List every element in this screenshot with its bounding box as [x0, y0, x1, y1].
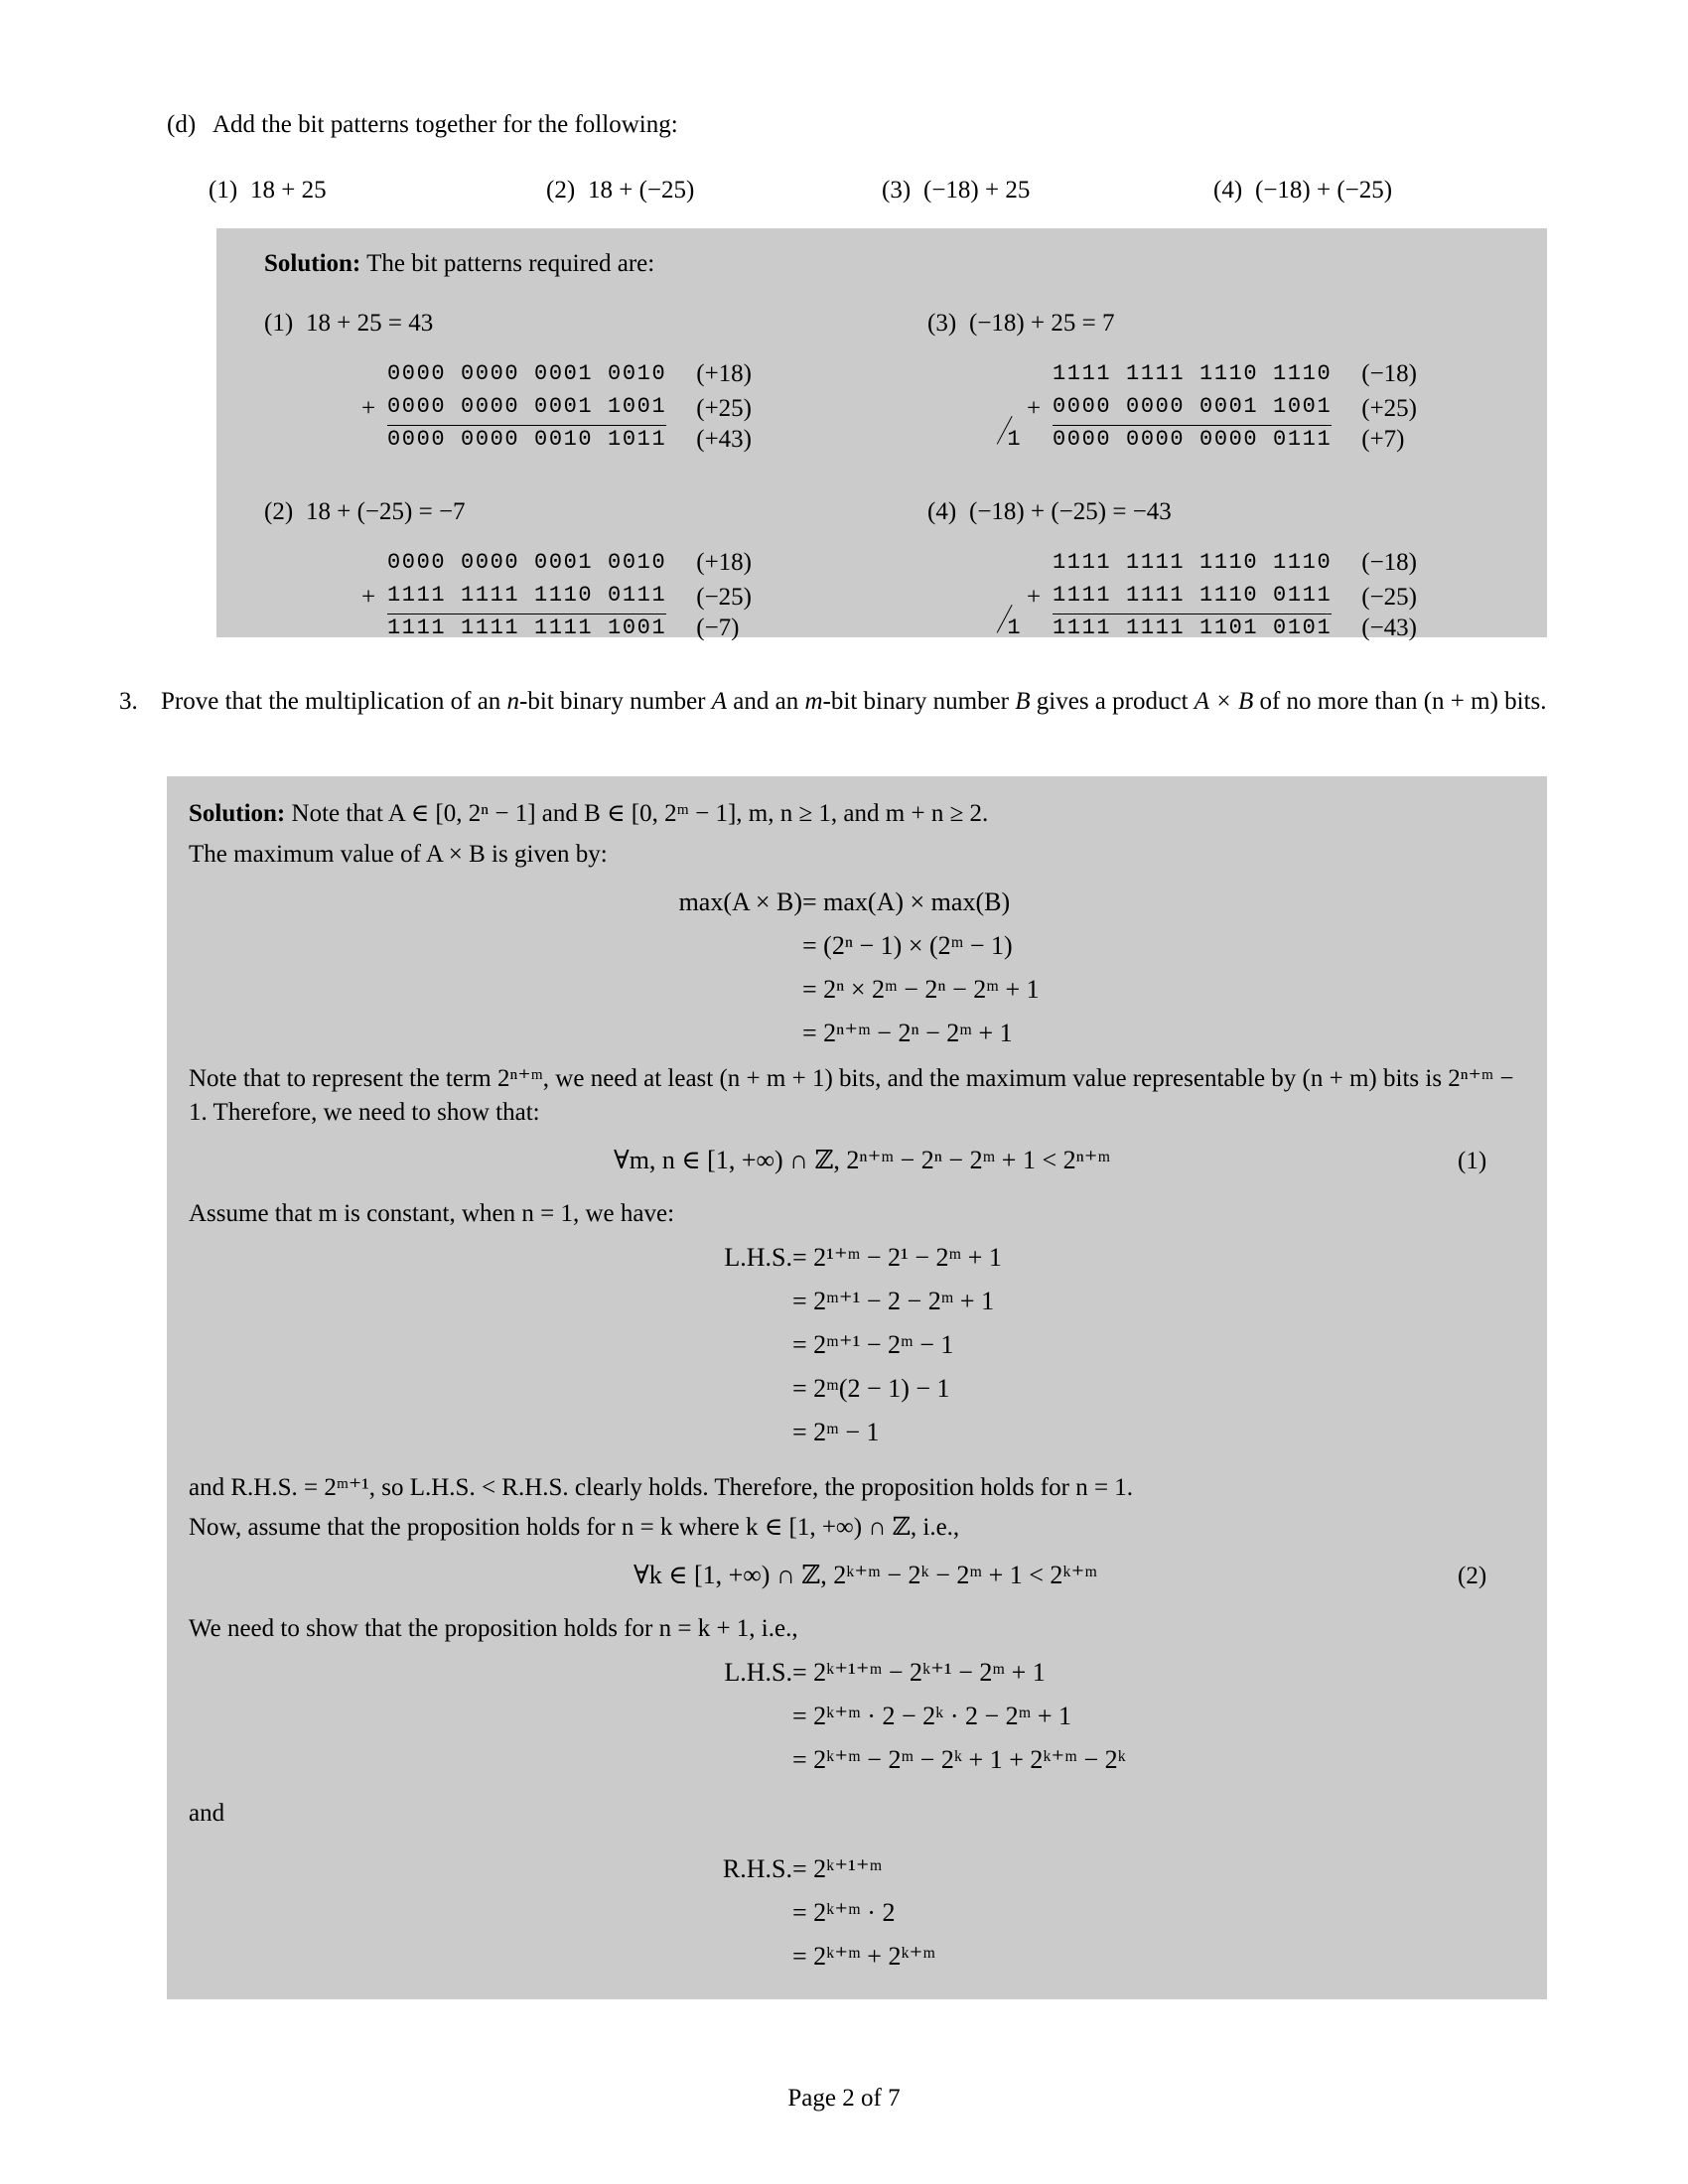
bit-pattern: 0000 0000 0001 0010 [387, 550, 667, 575]
binary-addition-2 [336, 546, 752, 644]
equation-lhs: R.H.S. [722, 1854, 792, 1883]
bit-pattern: 0000 0000 0001 0010 [387, 361, 667, 386]
binary-row-addend-b [1001, 579, 1417, 612]
solution-2-heading [189, 798, 988, 828]
solution-label: Solution: [189, 800, 286, 827]
operator: + [1027, 394, 1042, 422]
decimal-label: (−18) [1361, 360, 1417, 387]
part-d-prompt [167, 111, 678, 139]
equation-rhs: = 2ᵐ⁺¹ − 2 − 2ᵐ + 1 [792, 1287, 995, 1315]
page-footer: Page 2 of 7 [787, 2085, 901, 2112]
binary-row-addend-a [336, 546, 752, 579]
decimal-label: (−43) [1361, 614, 1417, 641]
subitem-expression: (−18) + 25 = 7 [969, 310, 1115, 337]
equation-1-number: (1) [1458, 1148, 1487, 1174]
equation-rhs: = 2ⁿ × 2ᵐ − 2ⁿ − 2ᵐ + 1 [802, 975, 1040, 1004]
bit-pattern: 0000 0000 0000 0111 [1053, 427, 1333, 452]
operator: + [361, 394, 376, 422]
equation-rhs: = 2ᵏ⁺ᵐ · 2 [792, 1898, 896, 1927]
equation-rhs: = 2ᵏ⁺ᵐ · 2 − 2ᵏ · 2 − 2ᵐ + 1 [792, 1702, 1072, 1730]
binary-row-sum [1001, 612, 1417, 644]
binary-row-addend-a [336, 357, 752, 390]
equation-rhs: = 2ⁿ⁺ᵐ − 2ⁿ − 2ᵐ + 1 [802, 1019, 1013, 1047]
binary-addition-4 [1001, 546, 1417, 644]
decimal-label: (−25) [1361, 583, 1417, 611]
question-number: 3. [119, 688, 138, 715]
part-d-item-3 [882, 177, 1030, 205]
bit-pattern: 1111 1111 1110 0111 [387, 579, 666, 614]
paragraph-inductive-hypothesis: Now, assume that the proposition holds for n = k where k ∈ [1, +∞) ∩ ℤ, i.e., [189, 1514, 960, 1541]
part-d-text: Add the bit patterns together for the following: [212, 111, 678, 138]
subitem-number: (2) [264, 498, 294, 525]
bit-pattern: 1111 1111 1110 1110 [1053, 550, 1333, 575]
binary-row-addend-b [1001, 390, 1417, 423]
equation-rhs: = 2ᵐ(2 − 1) − 1 [792, 1374, 950, 1403]
equation-rhs: = 2ᵏ⁺ᵐ − 2ᵐ − 2ᵏ + 1 + 2ᵏ⁺ᵐ − 2ᵏ [792, 1745, 1126, 1774]
carry-out-digit-struck: 1 [1001, 612, 1027, 644]
part-d-item-4 [1213, 177, 1392, 205]
binary-addition-1 [336, 357, 752, 456]
binary-addition-3 [1001, 357, 1417, 456]
equation-2-number: (2) [1458, 1563, 1487, 1589]
decimal-label: (+7) [1361, 426, 1405, 453]
binary-row-addend-a [1001, 546, 1417, 579]
equation-rhs: = 2ᵐ − 1 [792, 1418, 880, 1446]
subitem-number: (1) [264, 310, 294, 337]
equation-lhs: L.H.S. [724, 1243, 792, 1272]
part-d-label: (d) [167, 111, 197, 138]
paragraph-assume-base: Assume that m is constant, when n = 1, we have: [189, 1200, 675, 1227]
q3-product: A × B [1194, 688, 1254, 715]
paragraph-note-bits: Note that to represent the term 2ⁿ⁺ᵐ, we need at least (n + m + 1) bits, and the maximum value representable by (n + m) bits is 2ⁿ⁺ᵐ − 1. Therefore, we need to show that: [189, 1065, 1514, 1126]
equation-rhs: = 2ᵏ⁺ᵐ + 2ᵏ⁺ᵐ [792, 1942, 936, 1971]
decimal-label: (+18) [696, 360, 752, 387]
q3-seg-e: gives a product [1030, 688, 1195, 715]
subitem-expression: 18 + (−25) = −7 [306, 498, 466, 525]
binary-row-sum [336, 612, 752, 644]
decimal-label: (+25) [1361, 394, 1417, 422]
decimal-label: (+43) [696, 426, 752, 453]
q3-var-B: B [1015, 688, 1031, 715]
item-expression: 18 + 25 [250, 177, 327, 204]
solution-heading-text: The bit patterns required are: [366, 250, 655, 277]
bit-pattern: 1111 1111 1110 0111 [1053, 579, 1332, 614]
solution-heading [264, 250, 654, 278]
equation-lhs: L.H.S. [724, 1658, 792, 1687]
part-d-item-2 [546, 177, 694, 205]
solution-subitem-4-title [927, 498, 1172, 526]
equation-2: ∀k ∈ [1, +∞) ∩ ℤ, 2ᵏ⁺ᵐ − 2ᵏ − 2ᵐ + 1 < 2ᵏ⁺ᵐ [633, 1561, 1098, 1589]
solution-label: Solution: [264, 250, 361, 277]
item-number: (3) [882, 177, 912, 204]
line-max-value: The maximum value of A × B is given by: [189, 841, 608, 868]
subitem-expression: 18 + 25 = 43 [306, 310, 434, 337]
equation-lhs: max(A × B) [678, 887, 802, 916]
binary-row-addend-a [1001, 357, 1417, 390]
equation-1: ∀m, n ∈ [1, +∞) ∩ ℤ, 2ⁿ⁺ᵐ − 2ⁿ − 2ᵐ + 1 < 2ⁿ⁺ᵐ [614, 1146, 1111, 1174]
q3-var-m: m [804, 688, 823, 715]
bit-pattern: 1111 1111 1111 1001 [387, 615, 667, 640]
decimal-label: (+25) [696, 394, 752, 422]
operator: + [361, 583, 376, 611]
q3-seg-a: Prove that the multiplication of an [161, 688, 507, 715]
binary-row-addend-b [336, 579, 752, 612]
bit-pattern: 0000 0000 0010 1011 [387, 427, 667, 452]
solution-subitem-2-title [264, 498, 466, 526]
decimal-label: (−25) [696, 583, 752, 611]
q3-var-n: n [506, 688, 520, 715]
equation-rhs: = (2ⁿ − 1) × (2ᵐ − 1) [802, 931, 1013, 960]
paragraph-and: and [189, 1800, 225, 1827]
item-number: (4) [1213, 177, 1243, 204]
part-d-item-1 [209, 177, 327, 205]
paragraph-need-show: We need to show that the proposition holds for n = k + 1, i.e., [189, 1615, 798, 1642]
subitem-number: (3) [927, 310, 957, 337]
solution-box-part-d [216, 228, 1547, 641]
subitem-number: (4) [927, 498, 957, 525]
bit-pattern: 1111 1111 1110 1110 [1053, 361, 1333, 386]
item-number: (2) [546, 177, 576, 204]
item-expression: (−18) + (−25) [1255, 177, 1393, 204]
q3-seg-b: -bit binary number [519, 688, 712, 715]
decimal-label: (−18) [1361, 549, 1417, 576]
bit-pattern: 1111 1111 1101 0101 [1053, 615, 1333, 640]
q3-seg-f: of no more than (n + m) bits. [1253, 688, 1547, 715]
decimal-label: (−7) [696, 614, 740, 641]
equation-rhs: = 2ᵐ⁺¹ − 2ᵐ − 1 [792, 1330, 954, 1359]
solution-subitem-1-title [264, 310, 433, 338]
solution-box-question-3 [167, 776, 1547, 1999]
item-number: (1) [209, 177, 238, 204]
binary-row-sum [336, 423, 752, 456]
question-text [161, 685, 1559, 719]
operator: + [1027, 583, 1042, 611]
q3-var-A: A [711, 688, 728, 715]
equation-rhs: = 2¹⁺ᵐ − 2¹ − 2ᵐ + 1 [792, 1243, 1002, 1272]
carry-out-digit-struck: 1 [1001, 423, 1027, 456]
q3-seg-d: -bit binary number [822, 688, 1016, 715]
binary-row-addend-b [336, 390, 752, 423]
item-expression: (−18) + 25 [923, 177, 1031, 204]
solution-subitem-3-title [927, 310, 1114, 338]
decimal-label: (+18) [696, 549, 752, 576]
paragraph-rhs-base: and R.H.S. = 2ᵐ⁺¹, so L.H.S. < R.H.S. clearly holds. Therefore, the proposition holds for n = 1. [189, 1474, 1134, 1501]
item-expression: 18 + (−25) [588, 177, 695, 204]
subitem-expression: (−18) + (−25) = −43 [969, 498, 1172, 525]
equation-rhs: = 2ᵏ⁺¹⁺ᵐ − 2ᵏ⁺¹ − 2ᵐ + 1 [792, 1658, 1046, 1687]
binary-row-sum [1001, 423, 1417, 456]
bit-pattern: 0000 0000 0001 1001 [1053, 390, 1332, 426]
q3-seg-c: and an [727, 688, 805, 715]
equation-rhs: = max(A) × max(B) [802, 887, 1011, 916]
bit-pattern: 0000 0000 0001 1001 [387, 390, 666, 426]
equation-rhs: = 2ᵏ⁺¹⁺ᵐ [792, 1854, 883, 1883]
question-3 [119, 685, 1559, 719]
solution-heading-text: Note that A ∈ [0, 2ⁿ − 1] and B ∈ [0, 2ᵐ − 1], m, n ≥ 1, and m + n ≥ 2. [291, 800, 989, 827]
